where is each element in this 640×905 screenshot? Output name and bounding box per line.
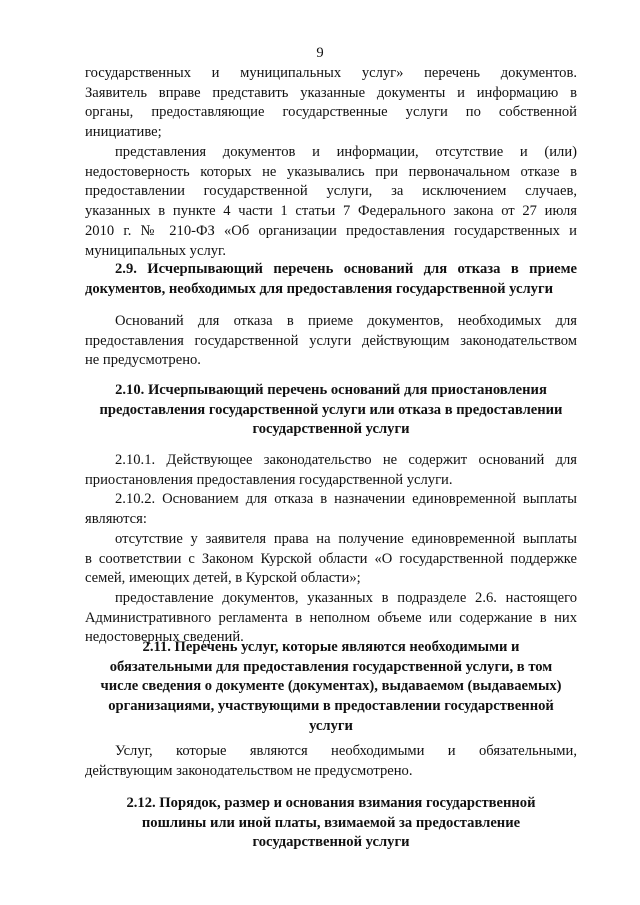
heading-line: государственной услуги xyxy=(252,421,410,438)
refusal-ground-paragraph xyxy=(85,143,577,261)
text-line: представления документов и информации, отсутствие и (или) xyxy=(115,144,577,160)
section-2-10-body xyxy=(85,451,577,648)
text-line: в соответствии с Законом Курской области «О государственной поддержке xyxy=(85,550,577,567)
heading-line: 2.12. Порядок, размер и основания взимания государственной xyxy=(126,795,536,811)
heading-line: услуги xyxy=(309,717,353,734)
text-line: недостоверных сведений. xyxy=(85,629,244,646)
heading-line: пошлины или иной платы, взимаемой за предоставление xyxy=(141,814,521,831)
text-line: Оснований для отказа в приеме документов, необходимых для xyxy=(115,313,577,329)
section-2-11-body xyxy=(85,742,577,781)
heading-line: обязательными для предоставления государственной услуги, в том xyxy=(109,658,553,675)
text-line: являются: xyxy=(85,511,147,528)
section-2-12-heading xyxy=(85,794,577,853)
text-line: муниципальных услуг. xyxy=(85,242,227,259)
text-line: Заявитель вправе представить указанные документы и информацию в xyxy=(85,84,577,101)
text-line: недостоверность которых не указывались при первоначальном отказе в xyxy=(85,163,577,180)
heading-line: 2.9. Исчерпывающий перечень оснований для отказа в приеме xyxy=(115,261,577,277)
page-number: 9 xyxy=(316,45,324,61)
text-line: предоставления государственной услуги действующим законодательством xyxy=(85,332,577,349)
text-line: приостановления предоставления государственной услуги. xyxy=(85,471,453,488)
text-line: отсутствие у заявителя права на получение единовременной выплаты xyxy=(115,530,577,547)
text-line: действующим законодательством не предусмотрено. xyxy=(85,762,413,779)
heading-line: документов, необходимых для предоставления государственной услуги xyxy=(85,280,553,297)
section-2-9-body xyxy=(85,312,577,371)
heading-line: числе сведения о документе (документах), выдаваемом (выдаваемых) xyxy=(100,678,562,695)
heading-line: 2.11. Перечень услуг, которые являются необходимыми и xyxy=(142,639,520,655)
text-line: предоставлении государственной услуги, за исключением случаев, xyxy=(85,183,577,200)
text-line: 2.10.1. Действующее законодательство не содержит оснований для xyxy=(115,452,577,468)
heading-line: предоставления государственной услуги или отказа в предоставлении xyxy=(99,401,563,418)
intro-paragraph xyxy=(85,64,577,143)
text-line: семей, имеющих детей, в Курской области»; xyxy=(85,570,361,587)
text-line: 2.10.2. Основанием для отказа в назначении единовременной выплаты xyxy=(115,491,577,508)
text-line: государственных и муниципальных услуг» перечень документов. xyxy=(85,65,577,81)
text-line: предоставление документов, указанных в подразделе 2.6. настоящего xyxy=(115,589,577,606)
text-line: указанных в пункте 4 части 1 статьи 7 Федерального закона от 27 июля xyxy=(85,203,577,220)
section-2-10-heading xyxy=(85,381,577,440)
text-line: органы, предоставляющие государственные услуги по собственной xyxy=(85,104,577,121)
section-2-11-heading xyxy=(85,638,577,737)
heading-line: 2.10. Исчерпывающий перечень оснований для приостановления xyxy=(115,382,547,398)
text-line: не предусмотрено. xyxy=(85,352,201,369)
heading-line: организациями, участвующими в предоставлении государственной xyxy=(108,698,554,715)
text-line: Услуг, которые являются необходимыми и обязательными, xyxy=(115,743,577,759)
text-line: Административного регламента в неполном объеме или содержание в них xyxy=(85,609,577,626)
section-2-9-heading xyxy=(85,260,577,299)
text-line: инициативе; xyxy=(85,124,162,141)
heading-line: государственной услуги xyxy=(252,834,410,851)
text-line: 2010 г. № 210-ФЗ «Об организации предоставления государственных и xyxy=(85,222,577,239)
